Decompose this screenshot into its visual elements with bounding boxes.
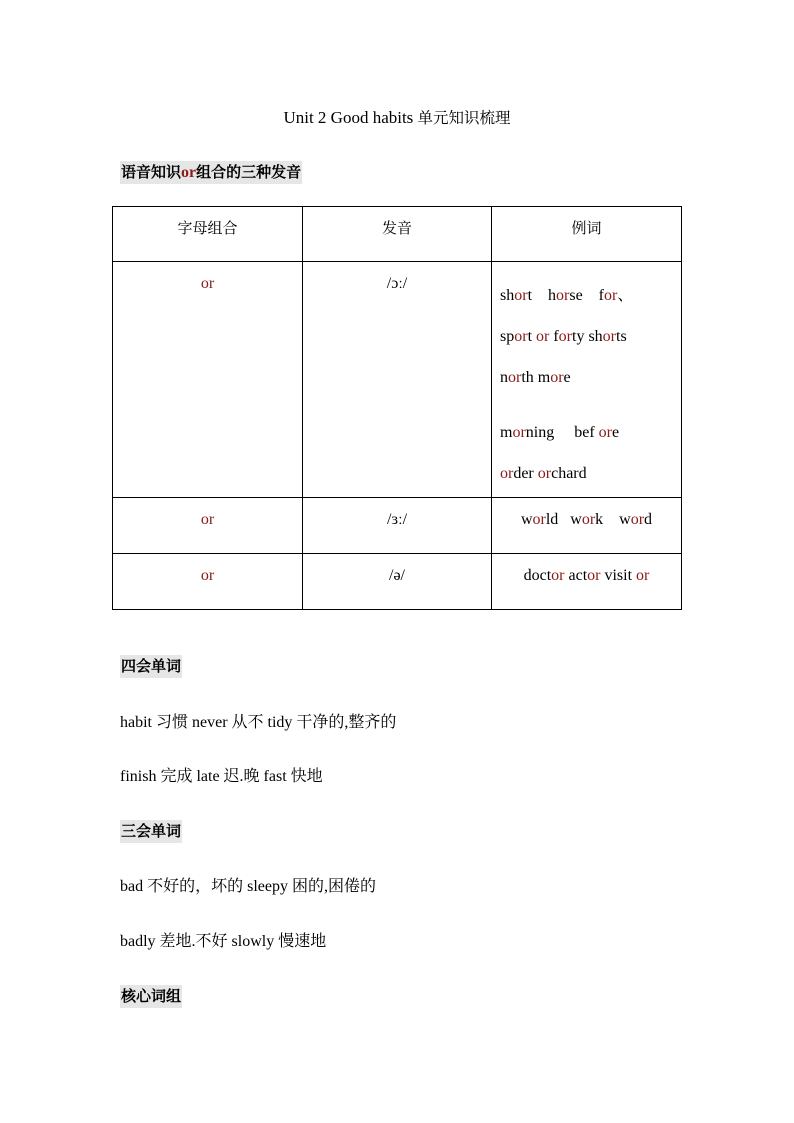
four-skill-line-1: habit 习惯 never 从不 tidy 干净的,整齐的 [120, 714, 397, 731]
core-phrases-heading: 核心词组 [120, 985, 182, 1008]
phonics-heading-pre: 语音知识 [121, 163, 182, 181]
phonics-heading-or: or [181, 164, 197, 181]
ipa-cell: /ə/ [303, 554, 492, 610]
examples-cell [492, 262, 682, 498]
ipa-cell: /ɔː/ [303, 262, 492, 498]
four-skill-line-2: finish 完成 late 迟.晚 fast 快地 [120, 768, 323, 785]
table-header-row [113, 207, 682, 262]
title-chinese: 单元知识梳理 [417, 109, 511, 127]
title-english: Unit 2 Good habits [283, 108, 414, 127]
four-skill-heading: 四会单词 [120, 655, 182, 678]
page-title [0, 107, 794, 129]
combo-cell: or [113, 554, 303, 610]
phonics-table [112, 206, 682, 610]
combo-cell: or [113, 262, 303, 498]
phonics-heading-post: 组合的三种发音 [196, 163, 302, 181]
ipa-cell: /ɜː/ [303, 498, 492, 554]
header-letter-combo: 字母组合 [113, 207, 303, 262]
table-row [113, 262, 682, 498]
example-line: order orchard [500, 465, 587, 482]
table-row [113, 498, 682, 554]
header-pronunciation: 发音 [303, 207, 492, 262]
example-line: short horse for、 [500, 287, 634, 304]
three-skill-line-2: badly 差地.不好 slowly 慢速地 [120, 933, 327, 950]
table-row [113, 554, 682, 610]
three-skill-line-1: bad 不好的，坏的 sleepy 困的,困倦的 [120, 878, 376, 895]
header-examples: 例词 [492, 207, 682, 262]
example-line: morning bef ore [500, 424, 620, 441]
examples-cell: doctor actor visit or [492, 554, 682, 610]
three-skill-heading: 三会单词 [120, 820, 182, 843]
combo-cell: or [113, 498, 303, 554]
example-line: sport or forty shorts [500, 328, 627, 345]
examples-cell: world work word [492, 498, 682, 554]
phonics-heading [120, 161, 302, 184]
example-line: north more [500, 369, 571, 386]
